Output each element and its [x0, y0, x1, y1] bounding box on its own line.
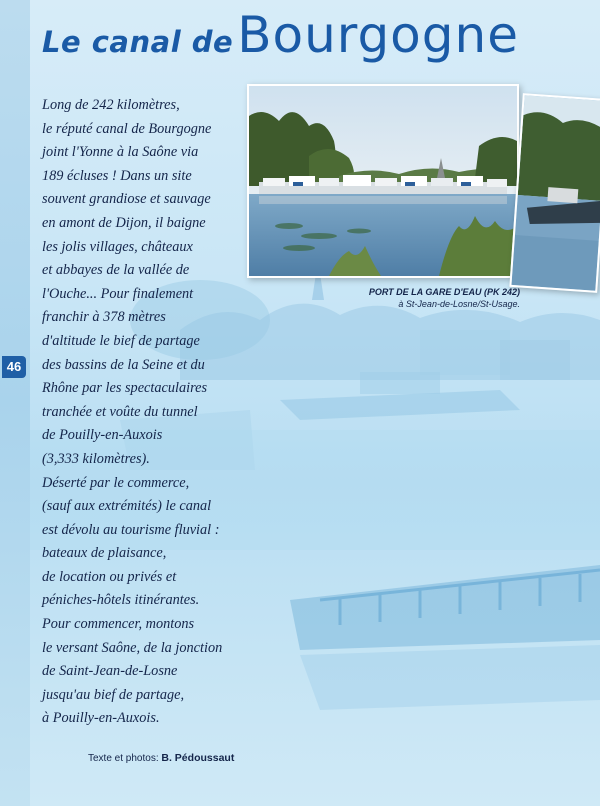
credit-name: B. Pédoussaut	[161, 752, 235, 764]
body-line: de location ou privés et	[42, 568, 177, 585]
credit-prefix: Texte et photos:	[88, 753, 159, 764]
body-line: (sauf aux extrémités) le canal	[42, 498, 212, 515]
body-line: souvent grandiose et sauvage	[42, 191, 211, 208]
body-line: (3,333 kilomètres).	[42, 450, 150, 467]
article-title	[42, 6, 582, 76]
body-line: Rhône par les spectaculaires	[42, 380, 208, 397]
body-line: bateaux de plaisance,	[42, 545, 167, 562]
body-line: d'altitude le bief de partage	[42, 332, 200, 349]
body-line: Long de 242 kilomètres,	[42, 97, 180, 113]
photo-credit	[88, 752, 234, 764]
body-line: tranchée et voûte du tunnel	[42, 403, 198, 420]
body-line: de Pouilly-en-Auxois	[42, 427, 163, 444]
body-line: en amont de Dijon, il baigne	[42, 214, 206, 231]
body-line: de Saint-Jean-de-Losne	[42, 663, 178, 680]
caption-title: PORT DE LA GARE D'EAU (PK 242)	[368, 287, 520, 297]
body-line: franchir à 378 mètres	[42, 309, 166, 326]
marina-photo	[247, 84, 519, 278]
body-line: les jolis villages, châteaux	[42, 238, 193, 255]
body-line: péniches-hôtels itinérantes.	[42, 592, 200, 609]
article-body	[42, 94, 262, 731]
title-big: Bourgogne	[237, 6, 519, 64]
body-line: le versant Saône, de la jonction	[42, 639, 223, 656]
body-line: 189 écluses ! Dans un site	[42, 167, 192, 184]
barge-photo-illustration	[511, 95, 600, 290]
body-line: joint l'Yonne à la Saône via	[42, 144, 199, 161]
caption-location: à St-Jean-de-Losne/St-Usage.	[398, 299, 520, 309]
body-line: des bassins de la Seine et du	[42, 356, 205, 373]
body-line: l'Ouche... Pour finalement	[42, 285, 194, 302]
body-line: à Pouilly-en-Auxois.	[42, 710, 160, 727]
body-line: Déserté par le commerce,	[42, 474, 190, 491]
body-line: Pour commencer, montons	[42, 616, 195, 633]
side-strip	[0, 0, 30, 806]
marina-photo-illustration	[249, 86, 517, 276]
body-line: est dévolu au tourisme fluvial :	[42, 521, 220, 538]
body-line: le réputé canal de Bourgogne	[42, 120, 212, 137]
title-small: Le canal de	[42, 25, 234, 59]
barge-photo	[509, 93, 600, 293]
body-line: jusqu'au bief de partage,	[42, 686, 185, 703]
page-number-tab: 46	[2, 356, 26, 378]
body-line: et abbayes de la vallée de	[42, 262, 190, 279]
photo-caption	[360, 286, 520, 310]
